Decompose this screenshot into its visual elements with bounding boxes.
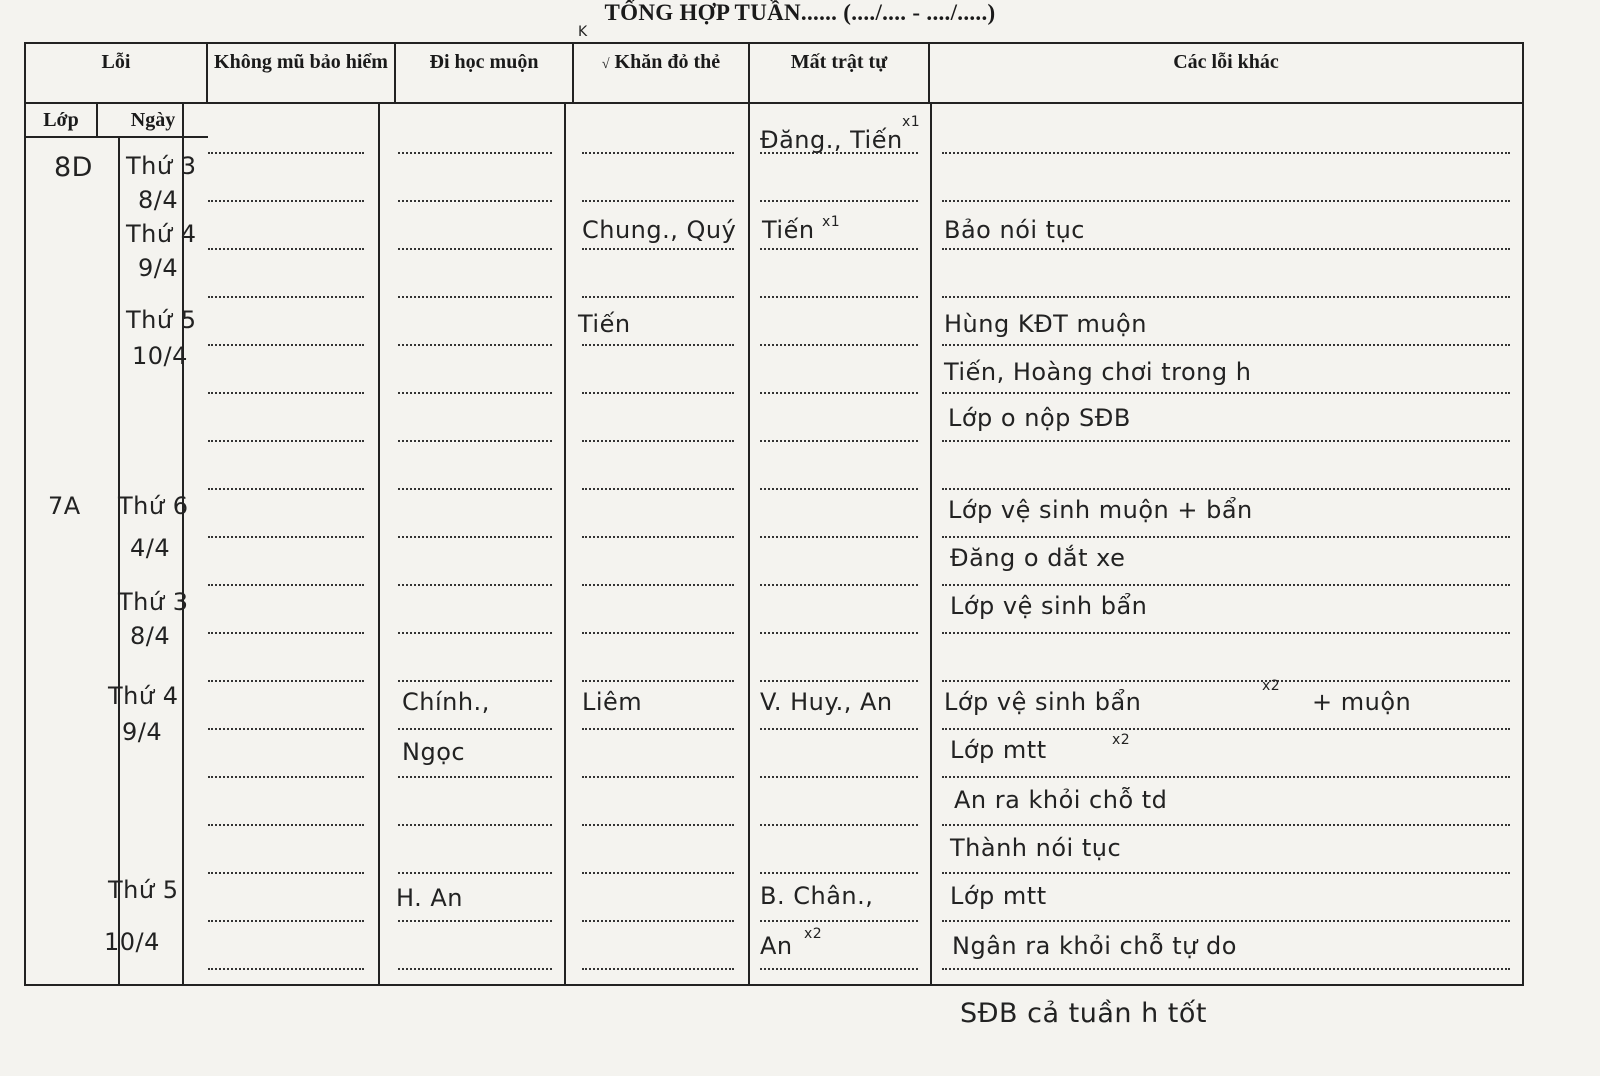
class-label: 7A [48,492,81,520]
dotted-line [760,248,918,250]
dotted-line [942,536,1510,538]
entry-khan-do: Liêm [582,688,643,716]
dotted-line [582,584,734,586]
dotted-line [398,200,552,202]
dotted-line [208,344,364,346]
count-mark: x2 [1112,732,1131,748]
dotted-line [582,536,734,538]
day-label: Thứ 4 [108,682,179,710]
dotted-line [942,392,1510,394]
subheader-lop: Lớp [26,104,98,138]
day-label: Thứ 6 [118,492,189,520]
entry-loi-khac: Lớp vệ sinh muộn + bẩn [948,496,1253,524]
dotted-line [398,248,552,250]
dotted-line [760,440,918,442]
col-divider [930,104,932,984]
entry-loi-khac: An ra khỏi chỗ td [954,786,1168,814]
col-divider [118,138,120,984]
count-mark: x2 [1262,678,1281,694]
dotted-line [760,632,918,634]
dotted-line [582,728,734,730]
entry-loi-khac: Đăng o dắt xe [950,544,1126,572]
dotted-line [398,680,552,682]
date-label: 9/4 [122,718,163,746]
dotted-line [398,776,552,778]
dotted-line [760,776,918,778]
dotted-line [208,920,364,922]
dotted-line [398,824,552,826]
dotted-line [208,488,364,490]
subheader-ngay: Ngày [98,104,208,138]
dotted-line [208,776,364,778]
dotted-line [942,968,1510,970]
dotted-line [760,584,918,586]
footer-note: SĐB cả tuần h tốt [960,998,1207,1029]
dotted-line [942,920,1510,922]
dotted-line [208,200,364,202]
dotted-line [582,632,734,634]
dotted-line [582,392,734,394]
dotted-line [760,488,918,490]
header-khong-mu: Không mũ bảo hiểm [208,44,396,102]
entry-loi-khac: Lớp vệ sinh bẩn [950,592,1148,620]
date-label: 4/4 [130,534,171,562]
title-annotation: K [578,24,588,40]
dotted-line [760,296,918,298]
dotted-line [760,536,918,538]
entry-loi-khac: Ngân ra khỏi chỗ tự do [952,932,1237,960]
dotted-line [208,968,364,970]
dotted-line [942,680,1510,682]
count-mark: x2 [804,926,823,942]
dotted-line [398,152,552,154]
entry-di-hoc-muon: Ngọc [402,738,466,766]
date-label: 10/4 [104,928,160,956]
entry-loi-khac: Lớp vệ sinh bẩn [944,688,1142,716]
dotted-line [208,632,364,634]
dotted-line [760,680,918,682]
dotted-line [942,776,1510,778]
col-divider [564,104,566,984]
col-divider [748,104,750,984]
dotted-line [942,728,1510,730]
violation-table [24,42,1524,986]
date-label: 10/4 [132,342,188,370]
dotted-line [760,872,918,874]
dotted-line [760,824,918,826]
entry-mat-trat-tu: B. Chân., [760,882,874,910]
dotted-line [208,536,364,538]
entry-mat-trat-tu: An [760,932,793,960]
day-label: Thứ 3 [118,588,189,616]
dotted-line [398,872,552,874]
dotted-line [582,440,734,442]
dotted-line [398,728,552,730]
dotted-line [208,392,364,394]
dotted-line [942,584,1510,586]
dotted-line [942,440,1510,442]
dotted-line [582,200,734,202]
dotted-line [582,248,734,250]
dotted-line [582,488,734,490]
entry-khan-do: Chung., Quý [582,216,737,244]
dotted-line [942,488,1510,490]
dotted-line [582,296,734,298]
dotted-line [398,536,552,538]
table-header-row [26,44,1522,104]
entry-loi-khac: Hùng KĐT muộn [944,310,1147,338]
dotted-line [942,152,1510,154]
dotted-line [398,584,552,586]
entry-mat-trat-tu: V. Huy., An [760,688,893,716]
header-khan-do [574,44,750,102]
dotted-line [582,872,734,874]
header-loi-khac: Các lỗi khác [1173,51,1279,73]
dotted-line [942,248,1510,250]
dotted-line [942,200,1510,202]
check-mark: √ [601,57,610,72]
dotted-line [760,344,918,346]
entry-di-hoc-muon: Chính., [402,688,490,716]
dotted-line [208,248,364,250]
dotted-line [398,344,552,346]
dotted-line [582,824,734,826]
dotted-line [208,728,364,730]
dotted-line [582,152,734,154]
dotted-line [208,584,364,586]
entry-di-hoc-muon: H. An [396,884,464,912]
class-label: 8D [54,152,93,183]
dotted-line [208,872,364,874]
dotted-line [398,440,552,442]
day-label: Thứ 3 [126,152,197,180]
entry-loi-khac: Lớp mtt [950,882,1047,910]
entry-loi-khac: Lớp o nộp SĐB [948,404,1131,432]
entry-loi-khac: Bảo nói tục [944,216,1085,244]
dotted-line [582,968,734,970]
date-label: 9/4 [138,254,179,282]
entry-loi-khac: Tiến, Hoàng chơi trong h [944,358,1252,386]
dotted-line [398,488,552,490]
dotted-line [398,920,552,922]
dotted-line [208,152,364,154]
entry-mat-trat-tu: Đăng., Tiến [760,126,903,154]
dotted-line [942,872,1510,874]
dotted-line [398,296,552,298]
day-label: Thứ 5 [126,306,197,334]
count-mark: x1 [822,214,841,230]
dotted-line [942,824,1510,826]
dotted-line [398,392,552,394]
dotted-line [582,344,734,346]
dotted-line [760,728,918,730]
dotted-line [582,680,734,682]
header-mat-trat-tu: Mất trật tự [750,44,930,102]
entry-mat-trat-tu: Tiến [762,216,815,244]
dotted-line [208,296,364,298]
page-title: TỔNG HỢP TUẦN...... (..../.... - ..../.....) [604,0,996,25]
dotted-line [582,920,734,922]
count-mark: x1 [902,114,921,130]
dotted-line [208,824,364,826]
col-divider [378,104,380,984]
header-di-hoc-muon: Đi học muộn [396,44,574,102]
dotted-line [398,632,552,634]
header-khan-do-label: Khăn đỏ thẻ [614,51,721,73]
dotted-line [942,296,1510,298]
date-label: 8/4 [138,186,179,214]
dotted-line [760,968,918,970]
date-label: 8/4 [130,622,171,650]
dotted-line [760,392,918,394]
dotted-line [760,200,918,202]
dotted-line [760,920,918,922]
dotted-line [942,344,1510,346]
dotted-line [582,776,734,778]
dotted-line [398,968,552,970]
entry-khan-do: Tiến [578,310,631,338]
entry-loi-khac: Lớp mtt [950,736,1047,764]
dotted-line [942,632,1510,634]
entry-loi-khac: Thành nói tục [950,834,1122,862]
dotted-line [208,440,364,442]
day-label: Thứ 4 [126,220,197,248]
day-label: Thứ 5 [108,876,179,904]
dotted-line [208,680,364,682]
header-loi: Lỗi [26,44,208,102]
entry-loi-khac: + muộn [1312,688,1412,716]
